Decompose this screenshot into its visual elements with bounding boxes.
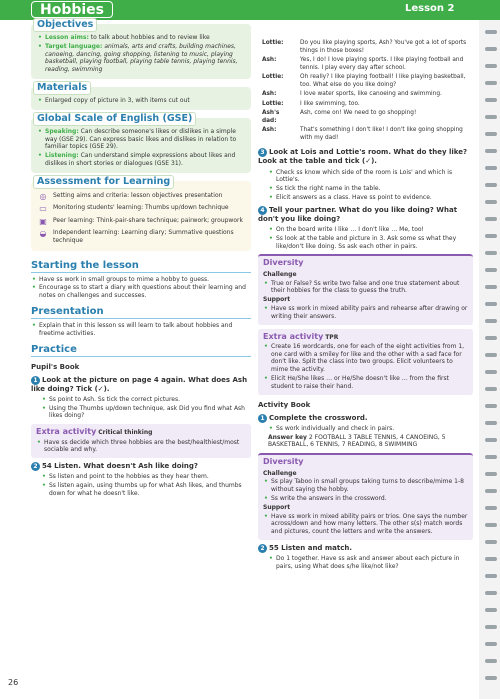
binding-ring [485,625,497,629]
binding-ring [485,659,497,663]
binding-ring [485,251,497,255]
task-3-title: 3 Look at Lois and Lottie's room. What do they like? Look at the table and tick (✓). [258,148,468,166]
dialog-table [258,38,473,144]
binding-ring [485,489,497,493]
binding-ring [485,574,497,578]
lesson-tag: Lesson 2 [405,3,455,14]
binding-ring [485,217,497,221]
spiral-binding [479,20,500,699]
activity-book-heading: Activity Book [258,400,311,409]
extra-activity-tpr: Extra activity TPR • Create 16 wordcards, one for each of the eight activities from 1, one card with a smiley for like and the other with a sad face for don't like. Split the class into two groups. Elicit volunteers to mime the activity. • Elicit He/She likes … or He/She doesn't like … from the first student to raise their hand. [258,329,473,395]
ab-task-2-title: 2 55 Listen and match. [258,544,473,553]
binding-ring [485,166,497,170]
task-2-title: 2 54 Listen. What doesn't Ash like doing? [31,462,251,471]
binding-ring [485,285,497,289]
binding-ring [485,47,497,51]
binding-ring [485,64,497,68]
binding-ring [485,98,497,102]
binding-ring [485,438,497,442]
thumbs-icon: ▭ [39,204,47,214]
dialog-line: Ash's dad: Ash, come on! We need to go shopping! [262,110,417,124]
objectives-heading: Objectives [33,18,97,32]
right-column: Lottie: Do you like playing sports, Ash? You've got a lot of sports things in those boxes! Ash: Yes, I do! I love playing sports. I like playing football and tennis. I play every day after school. Lottie: Oh really? I like playing football! I like playing basketball, too. What else do you like doing? Ash: I love water sports, like canoeing and swimming. Lottie: I like swimming, too. Ash's dad: Ash, come on! We need to go shopping! Ash: That's something I don't like! I don't like going shopping with my dad! 3 Look at Lois and Lottie's room. What do they like? Look at the table and tick (✓). • Check ss know which side of the room is Lois' and which is Lottie's. • Ss tick the right name in the table. • Elicit answers as a class. Have ss point to evidence. 4 Tell your partner. What do you like doing? What don't you like doing? • On the board write I like … I don't like … Me, too! • Ss look at the table and picture in 3. Ask some ss what they like/don't like doing. Ss ask each other in pairs. Diversity Challenge • True or False? Ss write two false and one true statement about their hobbies for the class to guess the truth. Support • Have ss work in mixed ability pairs and rehearse after drawing or writing their answers. Extra activity TPR • Create 16 wordcards, one for each of the eight activities from 1, one card with a smiley for like and the other with a sad face for don't like. Split the class into two groups. Elicit volunteers to mime the activity. • Elicit He/She likes … or He/She doesn't like … from the first student to raise their hand. Activity Book 1 Complete the crossword. • Ss work individually and check in pairs. Answer key 2 FOOTBALL 3 TABLE TENNIS, 4 CANOEING, 5 BASKETBALL, 6 TENNIS, 7 READING, 8 SWIMMING Diversity Challenge • Ss play Taboo in small groups taking turns to describe/mime 1-8 without saying the hobby. • Ss write the answers in the crossword. Support • Have ss work in mixed ability pairs or trios. One says the number across/down and how many letters. The other s(s) match words and pictures, count the letters and write the answers. 2 55 Listen and match. • Do 1 together. Have ss ask and answer about each picture in pairs, using What does s/he like/not like? [258,38,473,572]
left-column: Objectives • Lesson aims: to talk about hobbies and to review like • Target language: animals, arts and crafts, building machines, canoeing, dancing, going shopping, listening to music, playing basketball, playing football, playing table tennis, playing tennis, reading, swimming Materials • Enlarged copy of picture in 3, with items cut out Global Scale of English (GSE) • Speaking: Can describe someone's likes or dislikes in a simple way (GSE 29). Can express basic likes and dislikes in relation to familiar topics (GSE 29). • Listening: Can understand simple expressions about likes and dislikes in short stories or dialogues (GSE 31). Assessment for Learning ◎ Setting aims and criteria: lesson objectives presentation ▭ Monitoring students' learning: Thumbs up/down technique ▣ Peer learning: Think-pair-share technique; pairwork; groupwork ◒ Independent learning: Learning diary; Summative questions technique Starting the lesson • Have ss work in small groups to mime a hobby to guess. • Encourage ss to start a diary with questions about their learning and notes on challenges and successes. Presentation • Explain that in this lesson ss will learn to talk about hobbies and freetime activities. Practice Pupil's Book 1 Look at the picture on page 4 again. What does Ash like doing? Tick (✓). • Ss point to Ash. Ss tick the correct pictures. • Using the Thumbs up/down technique, ask Did you find what Ash likes doing? Extra activity Critical thinking • Have ss decide which three hobbies are the best/healthiest/most sociable and why. 2 54 Listen. What doesn't Ash like doing? • Ss listen and point to the hobbies as they hear them. • Ss listen again, using thumbs up for what Ash likes, and thumbs down for what he doesn't like. [31,24,251,499]
gse-box: Global Scale of English (GSE) • Speaking: Can describe someone's likes or dislikes in a simple way (GSE 29). Can express basic likes and dislikes in relation to familiar topics (GSE 29). • Listening: Can understand simple expressions about likes and dislikes in short stories or dialogues (GSE 31). [31,118,251,173]
binding-ring [485,676,497,680]
materials-box: Materials • Enlarged copy of picture in 3, with items cut out [31,87,251,110]
pupils-book-heading: Pupil's Book [31,362,80,371]
binding-ring [485,149,497,153]
binding-ring [485,472,497,476]
binding-ring [485,200,497,204]
binding-ring [485,523,497,527]
binding-ring [485,540,497,544]
page-number: 26 [8,678,19,687]
binding-ring [485,336,497,340]
dialog-line: Lottie: Oh really? I like playing football! I like playing basketball, too. What else do you like doing? [262,74,466,88]
binding-ring [485,506,497,510]
assessment-box: Assessment for Learning ◎ Setting aims and criteria: lesson objectives presentation ▭ Monitoring students' learning: Thumbs up/down technique ▣ Peer learning: Think-pair-share technique; pairwork; groupwork ◒ Independent learning: Learning diary; Summative questions technique [31,181,251,251]
practice-heading: Practice [31,343,251,357]
binding-ring [485,455,497,459]
objectives-box: Objectives • Lesson aims: to talk about hobbies and to review like • Target language: animals, arts and crafts, building machines, canoeing, dancing, going shopping, listening to music, playing basketball, playing football, playing table tennis, playing tennis, reading, swimming [31,24,251,79]
binding-ring [485,608,497,612]
binding-ring [485,404,497,408]
pair-icon: ▣ [39,216,47,226]
binding-ring [485,183,497,187]
task-4-title: 4 Tell your partner. What do you like doing? What don't you like doing? [258,205,458,223]
diversity-box-1: Diversity Challenge • True or False? Ss write two false and one true statement about their hobbies for the class to guess the truth. Support • Have ss work in mixed ability pairs and rehearse after drawing or writing their answers. [258,254,473,324]
binding-ring [485,81,497,85]
diversity-box-2: Diversity Challenge • Ss play Taboo in small groups taking turns to describe/mime 1-8 without saying the hobby. • Ss write the answers in the crossword. Support • Have ss work in mixed ability pairs or trios. One says the number across/down and how many letters. The other s(s) match words and pictures, count the letters and write the answers. [258,453,473,540]
binding-ring [485,319,497,323]
binding-ring [485,115,497,119]
dialog-line: Ash: That's something I don't like! I don't like going shopping with my dad! [262,127,463,141]
binding-ring [485,387,497,391]
binding-ring [485,353,497,357]
binding-ring [485,642,497,646]
ab-task-1-title: 1 Complete the crossword. [258,414,473,423]
page-title: Hobbies [31,1,113,18]
extra-activity-critical: Extra activity Critical thinking • Have ss decide which three hobbies are the best/healthiest/most sociable and why. [31,424,251,458]
starting-heading: Starting the lesson [31,259,251,273]
binding-ring [485,132,497,136]
binding-ring [485,557,497,561]
dialog-line: Ash: Yes, I do! I love playing sports. I like playing football and tennis. I play every day after school. [262,57,464,71]
task-1-title: 1 Look at the picture on page 4 again. What does Ash like doing? Tick (✓). [31,375,248,393]
dialog-line: Ash: I love water sports, like canoeing and swimming. [262,91,442,98]
binding-ring [485,591,497,595]
binding-ring [485,302,497,306]
presentation-heading: Presentation [31,305,251,319]
dialog-line: Lottie: I like swimming, too. [262,100,360,107]
assessment-heading: Assessment for Learning [33,175,174,189]
dialog-line: Lottie: Do you like playing sports, Ash? You've got a lot of sports things in those boxes! [262,40,467,54]
binding-ring [485,268,497,272]
target-icon: ◎ [39,191,47,201]
binding-ring [485,30,497,34]
binding-ring [485,370,497,374]
diary-icon: ◒ [39,228,47,238]
gse-heading: Global Scale of English (GSE) [33,112,196,126]
binding-ring [485,421,497,425]
materials-heading: Materials [33,81,91,95]
binding-ring [485,234,497,238]
